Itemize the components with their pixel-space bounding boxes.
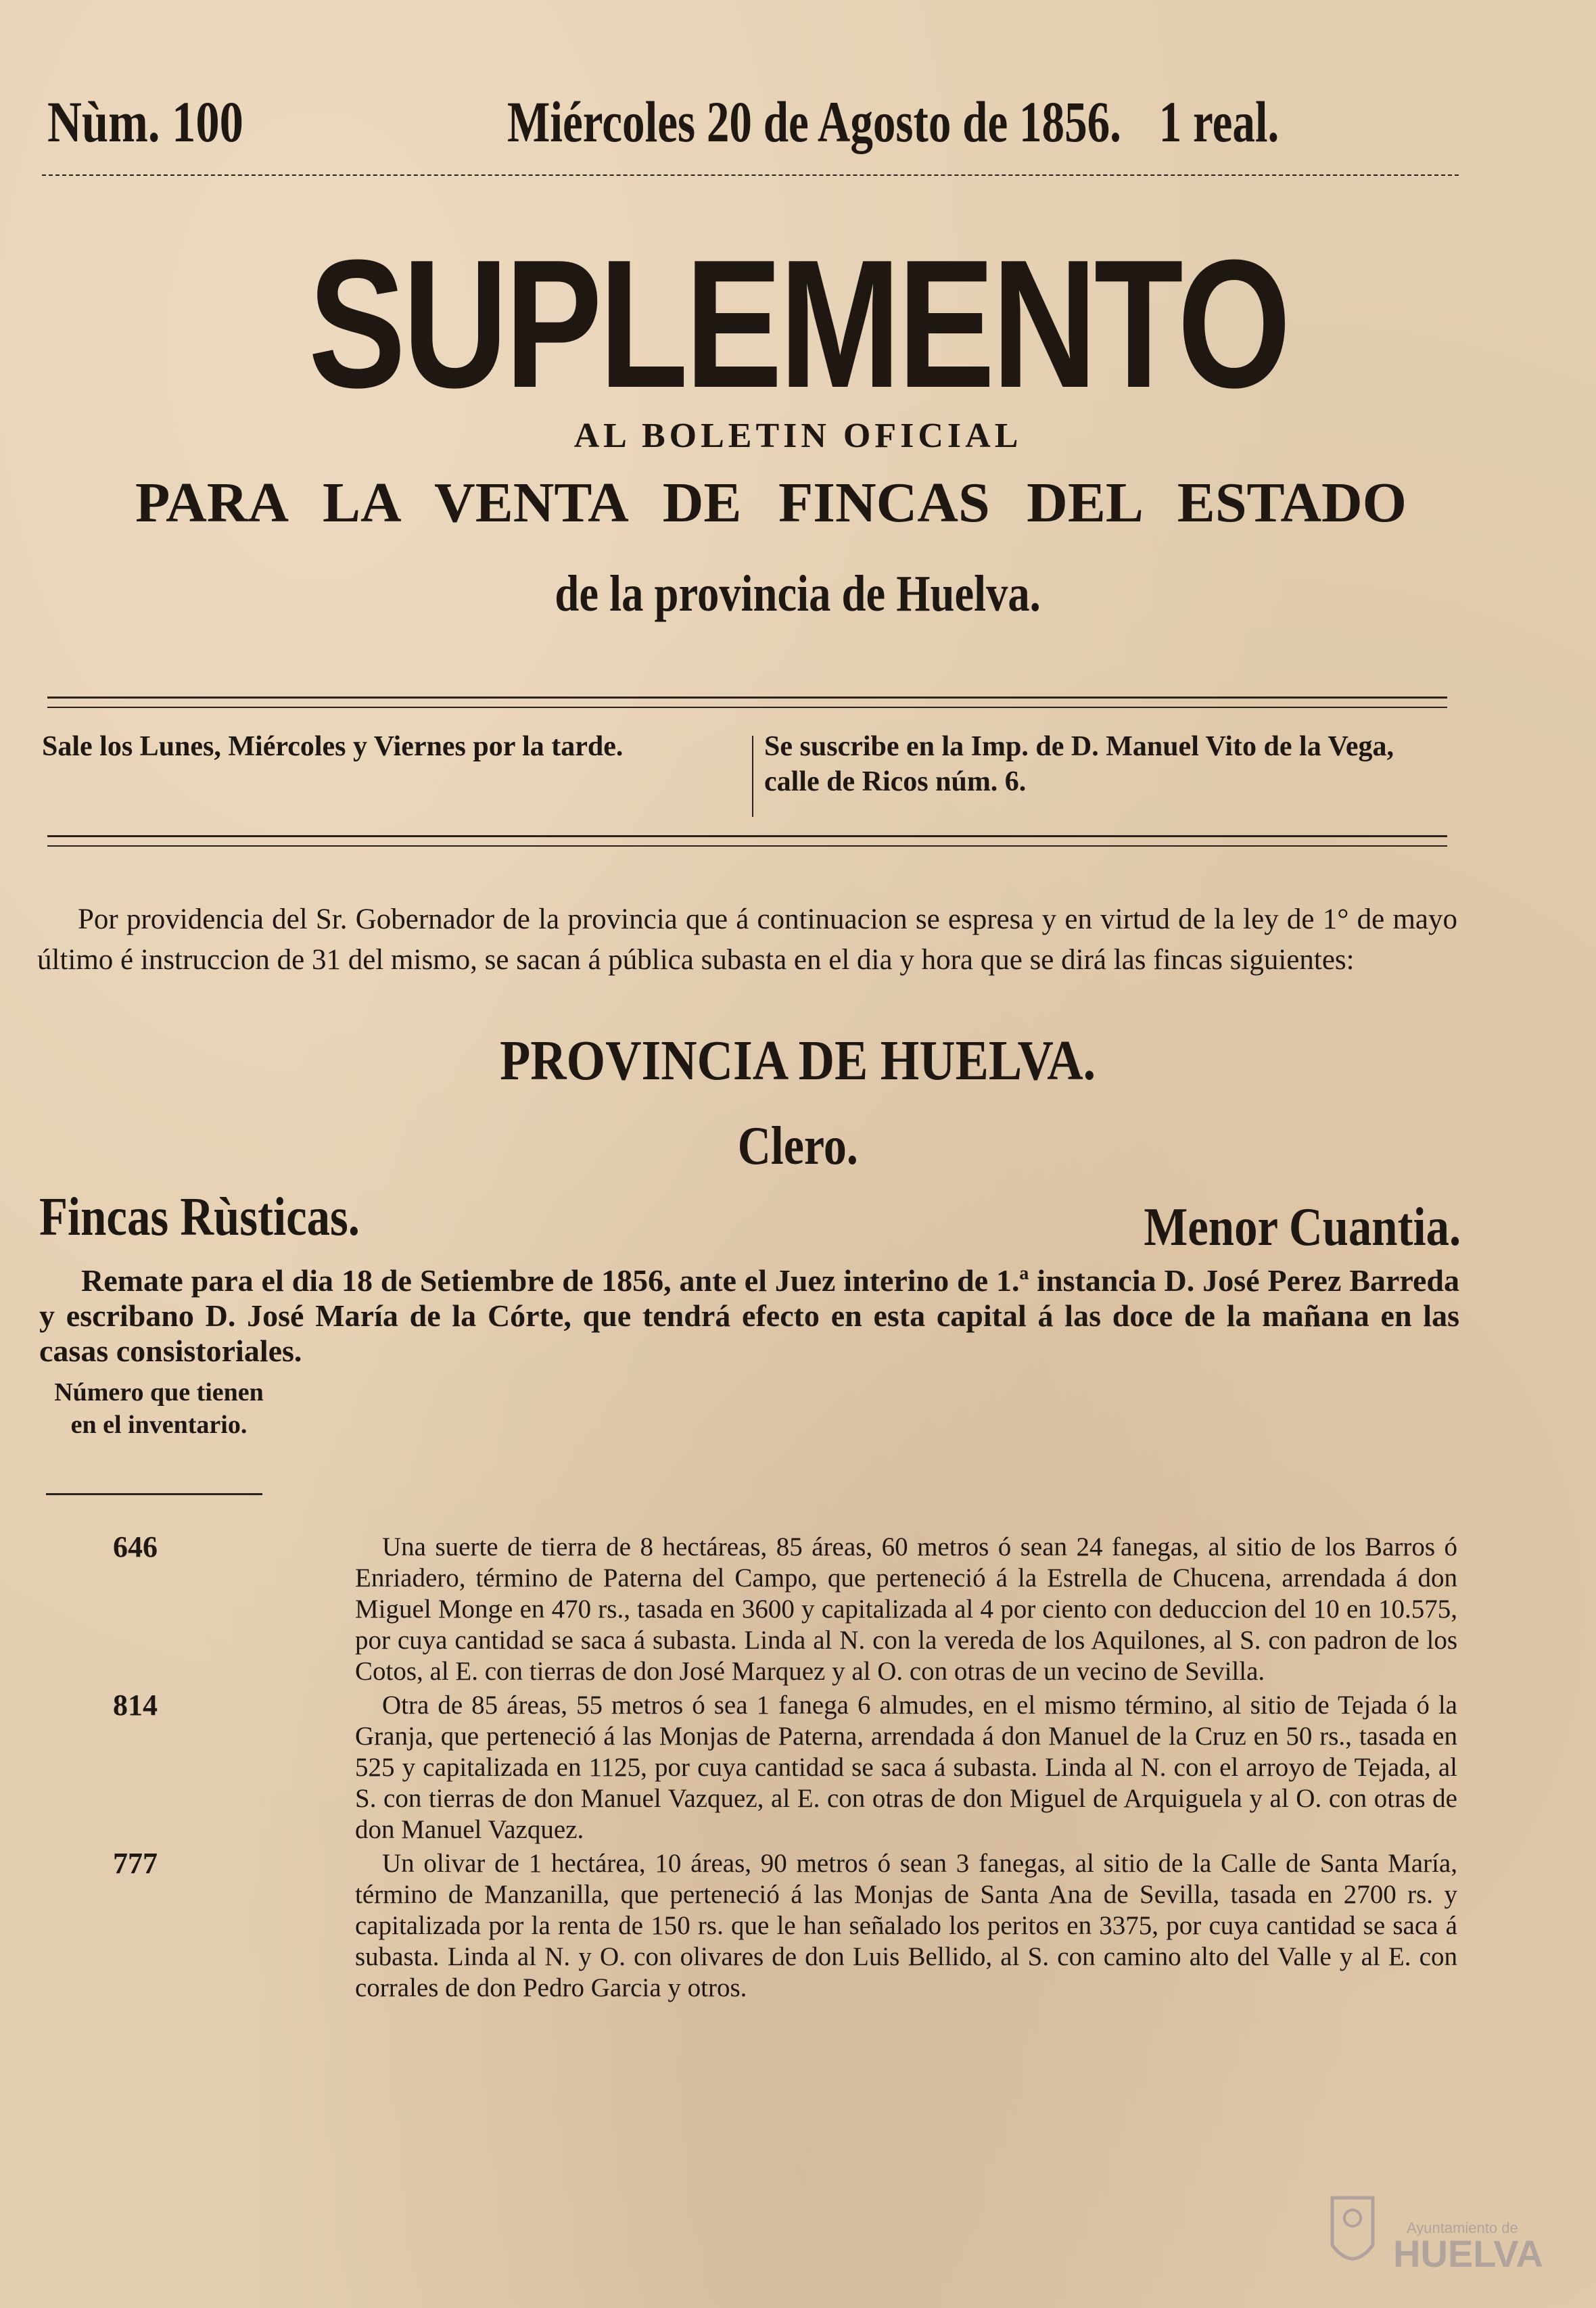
entry-description: Un olivar de 1 hectárea, 10 áreas, 90 metros ó sean 3 fanegas, al sitio de la Calle de Santa María, término de Manzanilla, que perteneció á las Monjas de Santa Ana de Sevilla, tasada en 2700 rs. y capitalizada por la renta de 150 rs. que le han señalado los peritos en 3375, por cuya cantidad se saca á subasta. Linda al N. y O. con olivares de don Luis Bellido, al S. con camino alto del Valle y al E. con corrales de don Pedro Garcia y otros. (355, 1849, 1457, 2002)
remate-paragraph: Remate para el dia 18 de Setiembre de 1856, ante el Juez interino de 1.ª instancia D. José Perez Barreda y escribano D. José María de la Córte, que tendrá efecto en esta capital á las doce de la mañana en las casas consistoriales. (39, 1263, 1459, 1368)
header-rule-bottom-2 (47, 845, 1447, 847)
cuantia-heading: Menor Cuantia. (1144, 1198, 1461, 1257)
province-heading (0, 1028, 1596, 1093)
list-item (0, 1532, 1596, 1687)
masthead-rule (42, 174, 1459, 176)
fincas-heading: Fincas Rùsticas. (39, 1187, 360, 1247)
publication-subscription: Se suscribe en la Imp. de D. Manuel Vito de la Vega, calle de Ricos núm. 6. (764, 731, 1394, 797)
category-heading-text: Clero. (737, 1116, 859, 1176)
inventory-number: 646 (113, 1530, 158, 1563)
inventory-header-rule (46, 1493, 262, 1495)
province-heading-text: PROVINCIA DE HUELVA. (500, 1029, 1096, 1092)
masthead (47, 88, 1468, 162)
issue-date-text: Miércoles 20 de Agosto de 1856. (507, 89, 1121, 154)
issue-date (507, 88, 1279, 156)
category-heading (0, 1116, 1596, 1177)
header-rule-bottom (47, 835, 1447, 837)
watermark-small: Ayuntamiento de (1407, 2219, 1518, 2236)
subtitle-venta: PARA LA VENTA DE FINCAS DEL ESTADO (135, 471, 1407, 534)
issue-price: 1 real. (1158, 89, 1280, 154)
inventory-number: 814 (113, 1689, 158, 1722)
list-item (0, 1690, 1596, 1845)
list-item (0, 1848, 1596, 2004)
supplement-title-text: SUPLEMENTO (308, 222, 1288, 426)
header-rule-top-2 (47, 707, 1447, 708)
inventory-number: 777 (113, 1847, 158, 1880)
publication-schedule: Sale los Lunes, Miércoles y Viernes por la tarde. (42, 731, 624, 762)
watermark-big: HUELVA (1393, 2232, 1543, 2275)
subtitle-provincia (0, 565, 1596, 623)
publication-divider (752, 736, 753, 817)
entries-list (0, 1532, 1596, 2004)
entry-description: Una suerte de tierra de 8 hectáreas, 85 áreas, 60 metros ó sean 24 fanegas, al sitio de los Barros ó Enriadero, término de Paterna del Campo, que perteneció á la Estrella de Chucena, arrendada á don Miguel Monge en 470 rs., tasada en 3600 y capitalizada al 4 por ciento con deduccion del 10 en 10.575, por cuya cantidad se saca á subasta. Linda al N. con la vereda de los Aquilones, al S. con padron de los Cotos, al E. con tierras de don José Marquez y al O. con otras de un vecino de Sevilla. (355, 1532, 1457, 1686)
intro-paragraph: Por providencia del Sr. Gobernador de la provincia que á continuacion se espresa y en virtud de la ley de 1° de mayo último é instruccion de 31 del mismo, se sacan á pública subasta en el dia y hora que se dirá las fincas siguientes: (37, 903, 1457, 976)
issue-number: Nùm. 100 (47, 89, 243, 154)
subtitle-boletin: AL BOLETIN OFICIAL (573, 417, 1023, 455)
supplement-title (0, 222, 1596, 426)
entry-description: Otra de 85 áreas, 55 metros ó sea 1 fanega 6 almudes, en el mismo término, al sitio de Tejada ó la Granja, que perteneció á las Monjas de Paterna, arrendada á don Manuel de la Cruz en 50 rs., tasada en 525 y capitalizada en 1125, por cuya cantidad se saca á subasta. Linda al N. con el arroyo de Tejada, al S. con tierras de don Manuel Vazquez, al E. con otras de don Miguel de Arquiguela y al O. con otras de don Manuel Vazquez. (355, 1691, 1457, 1844)
inventory-column-header: Número que tienen en el inventario. (54, 1378, 264, 1439)
subtitle-provincia-text: de la provincia de Huelva. (555, 565, 1041, 622)
header-rule-top (47, 697, 1447, 699)
